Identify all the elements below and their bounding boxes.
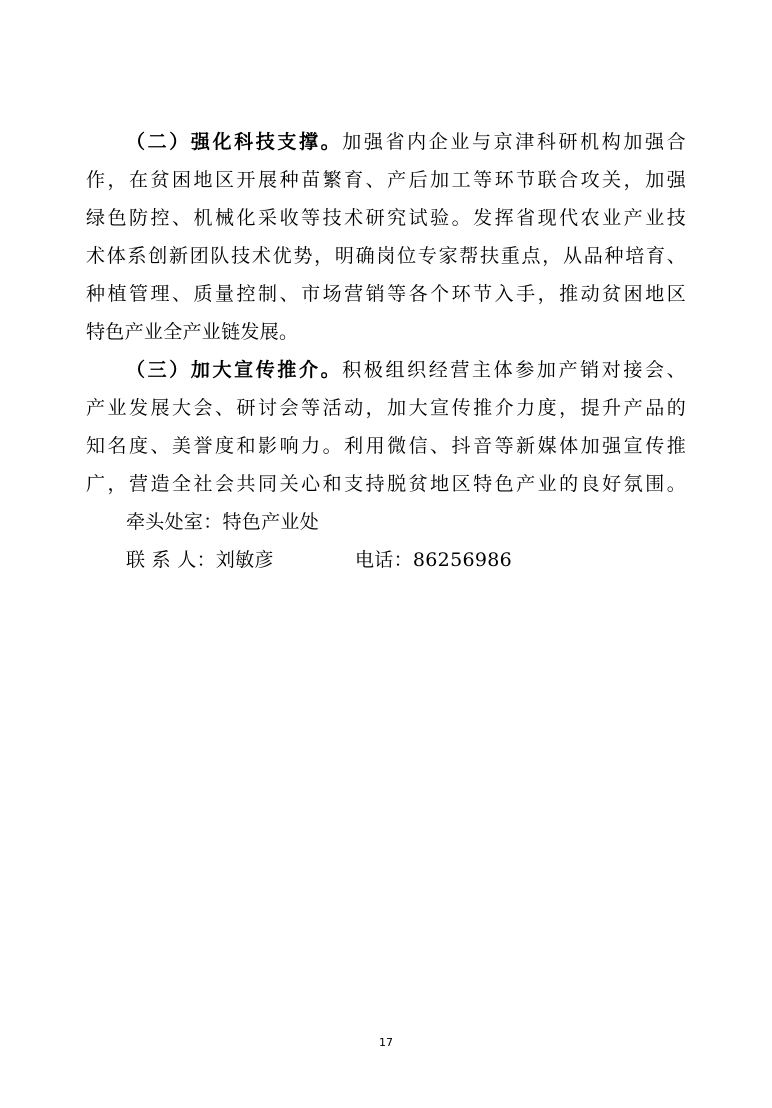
page-number: 17 xyxy=(379,1036,393,1049)
section-2-heading: （二）强化科技支撑。 xyxy=(126,131,343,153)
section-2-line: 特色产业全产业链发展。 xyxy=(86,321,299,343)
contact-person: 联 系 人：刘敏彦 xyxy=(126,549,274,571)
section-3-heading: （三）加大宣传推介。 xyxy=(126,359,343,381)
lead-office: 牵头处室：特色产业处 xyxy=(126,511,320,533)
section-3-line: 广，营造全社会共同关心和支持脱贫地区特色产业的良好氛围。 xyxy=(86,473,686,495)
section-2-first-line xyxy=(86,128,686,156)
section-2-line: 绿色防控、机械化采收等技术研究试验。发挥省现代农业产业技 xyxy=(86,207,686,229)
section-2-line: 种植管理、质量控制、市场营销等各个环节入手，推动贫困地区 xyxy=(86,283,686,305)
section-3-first-line xyxy=(86,356,686,384)
section-2-line: 作，在贫困地区开展种苗繁育、产后加工等环节联合攻关，加强 xyxy=(86,169,686,191)
section-3-first-line-text: 积极组织经营主体参加产销对接会、 xyxy=(342,359,686,381)
section-2-line: 术体系创新团队技术优势，明确岗位专家帮扶重点，从品种培育、 xyxy=(86,245,686,267)
section-2-first-line-text: 加强省内企业与京津科研机构加强合 xyxy=(342,131,686,153)
contact-phone: 电话：86256986 xyxy=(355,549,513,571)
section-3-line: 知名度、美誉度和影响力。利用微信、抖音等新媒体加强宣传推 xyxy=(86,435,686,457)
section-3-line: 产业发展大会、研讨会等活动，加大宣传推介力度，提升产品的 xyxy=(86,397,686,419)
